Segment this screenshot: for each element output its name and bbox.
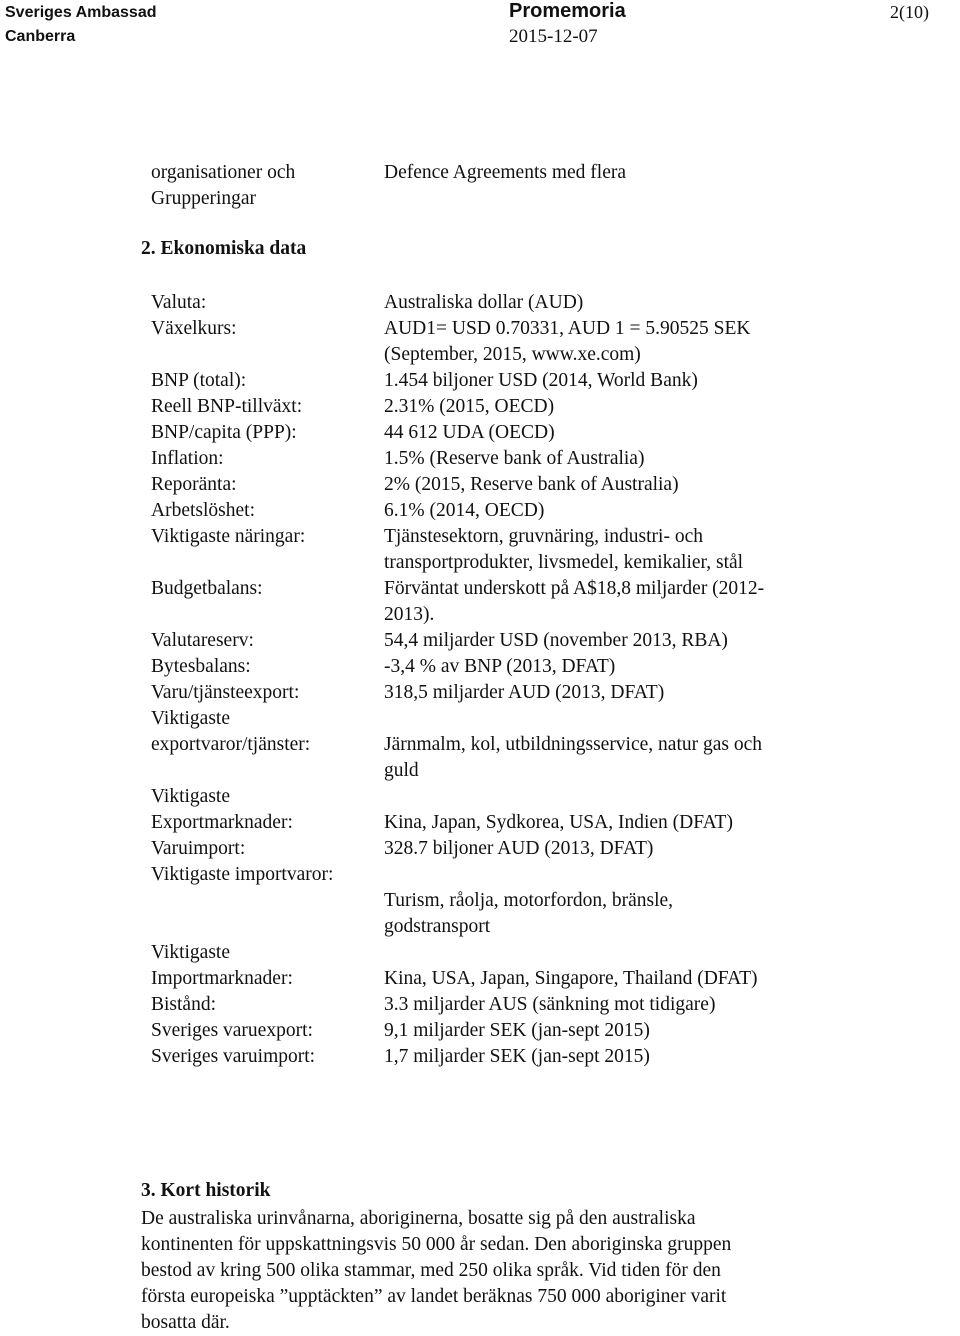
- sender-org: Sveriges Ambassad: [5, 4, 157, 21]
- row-label: Viktigaste importvaror:: [151, 864, 334, 885]
- history-line: De australiska urinvånarna, aboriginerna, bosatte sig på den australiska: [141, 1208, 696, 1229]
- row-label: Bytesbalans:: [151, 656, 251, 677]
- row-value: 2.31% (2015, OECD): [384, 396, 555, 417]
- section-heading-history: 3. Kort historik: [141, 1180, 271, 1201]
- document-date: 2015-12-07: [509, 26, 598, 47]
- row-label: BNP (total):: [151, 370, 247, 391]
- history-paragraph: [141, 1206, 831, 1336]
- row-value: 9,1 miljarder SEK (jan-sept 2015): [384, 1020, 650, 1041]
- history-line: första europeiska ”upptäckten” av landet beräknas 750 000 aboriginer varit: [141, 1286, 727, 1307]
- row-value: Kina, Japan, Sydkorea, USA, Indien (DFAT): [384, 812, 733, 833]
- row-value: 328.7 biljoner AUD (2013, DFAT): [384, 838, 654, 859]
- row-value: (September, 2015, www.xe.com): [384, 344, 641, 365]
- row-label: Arbetslöshet:: [151, 500, 255, 521]
- intro-value: Defence Agreements med flera: [384, 162, 626, 183]
- row-label: Budgetbalans:: [151, 578, 263, 599]
- row-label: Varuimport:: [151, 838, 246, 859]
- row-value: Förväntat underskott på A$18,8 miljarder (2012-: [384, 578, 765, 599]
- row-label: Viktigaste: [151, 942, 230, 963]
- row-label: Inflation:: [151, 448, 224, 469]
- row-label: Varu/tjänsteexport:: [151, 682, 300, 703]
- history-line: bestod av kring 500 olika stammar, med 250 olika språk. Vid tiden för den: [141, 1260, 721, 1281]
- row-label: Valuta:: [151, 292, 207, 313]
- row-value: transportprodukter, livsmedel, kemikalier, stål: [384, 552, 744, 573]
- page-number: 2(10): [890, 2, 929, 22]
- row-label: Valutareserv:: [151, 630, 254, 651]
- row-label: Viktigaste: [151, 708, 230, 729]
- row-value: Turism, råolja, motorfordon, bränsle,: [384, 890, 674, 911]
- row-value: AUD1= USD 0.70331, AUD 1 = 5.90525 SEK: [384, 318, 751, 339]
- row-label: Exportmarknader:: [151, 812, 293, 833]
- row-value: 54,4 miljarder USD (november 2013, RBA): [384, 630, 728, 651]
- section-heading-economic-data: 2. Ekonomiska data: [141, 238, 307, 259]
- history-line: bosatta där.: [141, 1312, 230, 1333]
- row-label: Viktigaste: [151, 786, 230, 807]
- row-label: Importmarknader:: [151, 968, 293, 989]
- row-label: Reell BNP-tillväxt:: [151, 396, 303, 417]
- row-label: exportvaror/tjänster:: [151, 734, 311, 755]
- row-value: 2% (2015, Reserve bank of Australia): [384, 474, 679, 495]
- intro-label-line-2: Grupperingar: [151, 188, 257, 209]
- row-value: guld: [384, 760, 419, 781]
- sender-city: Canberra: [5, 28, 76, 45]
- row-label: Sveriges varuimport:: [151, 1046, 316, 1067]
- row-label: BNP/capita (PPP):: [151, 422, 297, 443]
- row-value: 318,5 miljarder AUD (2013, DFAT): [384, 682, 665, 703]
- intro-label-line-1: organisationer och: [151, 162, 296, 183]
- row-label: Växelkurs:: [151, 318, 237, 339]
- row-value: 3.3 miljarder AUS (sänkning mot tidigare): [384, 994, 716, 1015]
- row-label: Sveriges varuexport:: [151, 1020, 313, 1041]
- row-label: Reporänta:: [151, 474, 237, 495]
- row-value: 1,7 miljarder SEK (jan-sept 2015): [384, 1046, 650, 1067]
- history-line: kontinenten för uppskattningsvis 50 000 år sedan. Den aboriginska gruppen: [141, 1234, 732, 1255]
- row-label: Bistånd:: [151, 994, 217, 1015]
- row-value: 2013).: [384, 604, 435, 625]
- row-value: Australiska dollar (AUD): [384, 292, 584, 313]
- row-value: godstransport: [384, 916, 491, 937]
- row-value: 1.5% (Reserve bank of Australia): [384, 448, 645, 469]
- row-value: -3,4 % av BNP (2013, DFAT): [384, 656, 616, 677]
- document-title: Promemoria: [509, 0, 626, 22]
- row-value: 44 612 UDA (OECD): [384, 422, 555, 443]
- row-value: Järnmalm, kol, utbildningsservice, natur gas och: [384, 734, 763, 755]
- row-label: Viktigaste näringar:: [151, 526, 306, 547]
- row-value: 6.1% (2014, OECD): [384, 500, 545, 521]
- row-value: Kina, USA, Japan, Singapore, Thailand (DFAT): [384, 968, 758, 989]
- row-value: 1.454 biljoner USD (2014, World Bank): [384, 370, 698, 391]
- row-value: Tjänstesektorn, gruvnäring, industri- och: [384, 526, 703, 547]
